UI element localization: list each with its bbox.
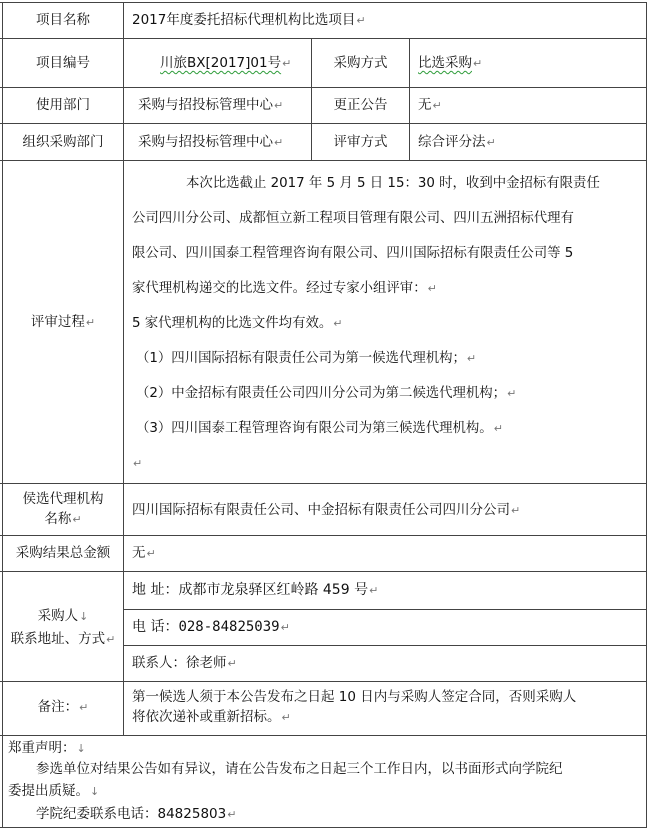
process-line-7: （2）中金招标有限责任公司四川分公司为第二候选代理机构；↵ [136, 386, 517, 401]
address-row: 地 址：成都市龙泉驿区红岭路 459 号↵ [132, 582, 379, 598]
total-value: 无↵ [132, 545, 156, 561]
statement-title: 郑重声明：↓ [8, 740, 86, 756]
contact-person-row: 联系人：徐老师↵ [132, 655, 237, 671]
note-line-2: 将依次递补或重新招标。↵ [132, 709, 291, 725]
process-line-8: （3）四川国泰工程管理咨询有限公司为第三候选代理机构。↵ [136, 421, 503, 436]
rule-row4 [0, 160, 647, 161]
process-line-4: 家代理机构递交的比选文件。经过专家小组评审：↵ [132, 281, 437, 296]
process-line-1: 本次比选截止 2017 年 5 月 5 日 15：30 时，收到中金招标有限责任 [186, 176, 600, 191]
process-line-5: 5 家代理机构的比选文件均有效。↵ [132, 316, 343, 331]
rule-sub2 [123, 645, 647, 646]
candidate-label: 侯选代理机构 名称↵ [22, 491, 104, 527]
phone-row: 电 话：028-84825039↵ [132, 619, 290, 635]
rule-bottom [0, 827, 647, 828]
rule-row1 [0, 38, 647, 39]
rule-right [646, 2, 647, 828]
candidate-value: 四川国际招标有限责任公司、中金招标有限责任公司四川分公司↵ [132, 502, 521, 518]
review-method-label: 评审方式 [333, 134, 388, 150]
rule-row7 [0, 571, 647, 572]
statement-body [8, 758, 644, 803]
project-no-label: 项目编号 [36, 55, 90, 71]
dept-label: 使用部门 [36, 97, 90, 113]
discipline-contact: 学院纪委联系电话：84825803↵ [36, 806, 237, 822]
correction-label: 更正公告 [333, 97, 388, 113]
note-label: 备注：↵ [37, 699, 89, 715]
org-dept-value: 采购与招投标管理中心↵ [138, 134, 284, 150]
total-label: 采购结果总金额 [15, 545, 111, 561]
contact-label: 采购人↓ 联系地址、方式↵ [10, 608, 116, 647]
process-line-empty: ↵ [133, 457, 143, 470]
dept-value: 采购与招投标管理中心↵ [138, 97, 284, 113]
review-method-value: 综合评分法↵ [418, 134, 496, 150]
note-text [132, 687, 644, 728]
process-label: 评审过程↵ [30, 314, 96, 330]
rule-col1 [123, 2, 124, 735]
process-text [132, 166, 642, 481]
note-line-1: 第一候选人须于本公告发布之日起 10 日内与采购人签定合同，否则采购人 [132, 689, 577, 705]
purchase-method-label: 采购方式 [333, 55, 388, 71]
project-name-value: 2017年度委托招标代理机构比选项目↵ [132, 12, 366, 28]
rule-row2 [0, 87, 647, 88]
statement-line-2: 委提出质疑。↓ [8, 783, 100, 799]
rule-row6 [0, 535, 647, 536]
project-no-value: 川旅BX[2017]01号↵ [160, 55, 292, 71]
process-line-2: 公司四川分公司、成都恒立新工程项目管理有限公司、四川五洲招标代理有 [132, 211, 574, 226]
statement-line-1: 参选单位对结果公告如有异议，请在公告发布之日起三个工作日内，以书面形式向学院纪 [36, 761, 563, 777]
rule-sub1 [123, 609, 647, 610]
process-line-6: （1）四川国际招标有限责任公司为第一候选代理机构；↵ [136, 351, 477, 366]
project-name-label: 项目名称 [36, 12, 90, 28]
rule-top [0, 2, 647, 3]
rule-row3 [0, 123, 647, 124]
purchase-method-value: 比选采购↵ [418, 55, 483, 71]
org-dept-label: 组织采购部门 [22, 134, 104, 150]
correction-value: 无↵ [418, 97, 442, 113]
process-line-3: 限公司、四川国泰工程管理咨询有限公司、四川国际招标有限责任公司等 5 [132, 246, 574, 261]
rule-row5 [0, 483, 647, 484]
rule-col3 [409, 38, 410, 160]
rule-row8 [0, 681, 647, 682]
rule-row9 [0, 735, 647, 736]
